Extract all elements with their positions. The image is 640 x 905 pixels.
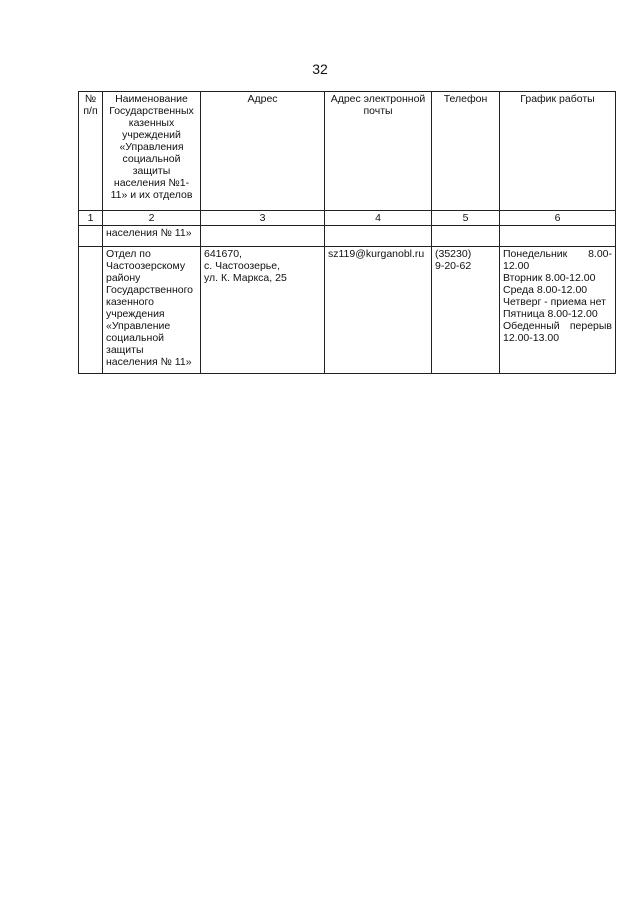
cell-text: Отдел по	[106, 248, 151, 260]
header-text: почты	[363, 105, 393, 117]
header-text: казенных	[128, 117, 175, 129]
schedule-time: 8.00-	[588, 248, 612, 260]
cell-text: с. Частоозерье,	[204, 260, 281, 272]
row-number-cell	[79, 247, 103, 374]
page-number: 32	[312, 61, 328, 77]
cell-text: (35230)	[435, 248, 472, 260]
header-text: Государственных	[109, 105, 194, 117]
header-cell-address	[201, 92, 325, 211]
schedule-wednesday: Среда 8.00-12.00	[503, 284, 588, 296]
cell-text: социальной	[106, 332, 165, 344]
table-cell: населения № 11»	[103, 226, 201, 247]
schedule-friday: Пятница 8.00-12.00	[503, 308, 598, 320]
email-text: sz119@kurganobl.ru	[328, 248, 425, 260]
schedule-lunch-label: Обеденный	[503, 320, 560, 332]
header-text: Адрес	[247, 93, 278, 105]
column-number: 3	[201, 211, 325, 226]
header-text: населения №1-	[113, 177, 190, 189]
table-row	[79, 247, 616, 374]
header-text: п/п	[83, 105, 98, 117]
schedule-monday	[503, 248, 612, 260]
cell-text: учреждения	[106, 308, 165, 320]
cell-text: защиты	[106, 344, 144, 356]
schedule-thursday: Четверг - приема нет	[503, 296, 606, 308]
cell-text: 9-20-62	[435, 260, 472, 272]
phone-cell	[432, 247, 500, 374]
table-cell	[500, 226, 616, 247]
table-cell	[79, 226, 103, 247]
cell-text: Государственного	[106, 284, 194, 296]
header-row	[79, 92, 616, 211]
header-text: социальной	[122, 153, 181, 165]
cell-text: 641670,	[204, 248, 242, 260]
header-text: «Управления	[119, 141, 184, 153]
cell-text: Частоозерскому	[106, 260, 186, 272]
cell-text: ул. К. Маркса, 25	[204, 272, 287, 284]
column-number: 6	[500, 211, 616, 226]
header-text: График работы	[520, 93, 595, 105]
table-cell	[325, 226, 432, 247]
schedule-day: Понедельник	[503, 248, 568, 260]
cell-text: казенного	[106, 296, 154, 308]
address-cell	[201, 247, 325, 374]
institution-name-cell	[103, 247, 201, 374]
schedule-lunch	[503, 320, 612, 332]
column-number: 2	[103, 211, 201, 226]
header-text: защиты	[132, 165, 171, 177]
institutions-table	[78, 91, 616, 374]
header-cell-number	[79, 92, 103, 211]
column-number-row	[79, 211, 616, 226]
header-text: 11» и их отделов	[110, 189, 193, 201]
header-cell-phone	[432, 92, 500, 211]
header-text: Телефон	[443, 93, 488, 105]
header-text: Наименование	[115, 93, 188, 105]
table-cell	[432, 226, 500, 247]
header-text: Адрес электронной	[330, 93, 426, 105]
column-number: 5	[432, 211, 500, 226]
column-number: 1	[79, 211, 103, 226]
cell-text: населения № 11»	[106, 356, 192, 368]
header-cell-schedule	[500, 92, 616, 211]
header-cell-email	[325, 92, 432, 211]
header-cell-name	[103, 92, 201, 211]
column-number: 4	[325, 211, 432, 226]
table-cell	[201, 226, 325, 247]
header-text: учреждений	[122, 129, 181, 141]
continuation-row	[79, 226, 616, 247]
schedule-tuesday: Вторник 8.00-12.00	[503, 272, 596, 284]
schedule-cell	[500, 247, 616, 374]
email-cell	[325, 247, 432, 374]
cell-text: «Управление	[106, 320, 171, 332]
cell-text: району	[106, 272, 141, 284]
header-text: №	[84, 93, 97, 105]
schedule-time: 12.00-13.00	[503, 332, 560, 344]
schedule-time: 12.00	[503, 260, 530, 272]
schedule-lunch-word: перерыв	[569, 320, 612, 332]
